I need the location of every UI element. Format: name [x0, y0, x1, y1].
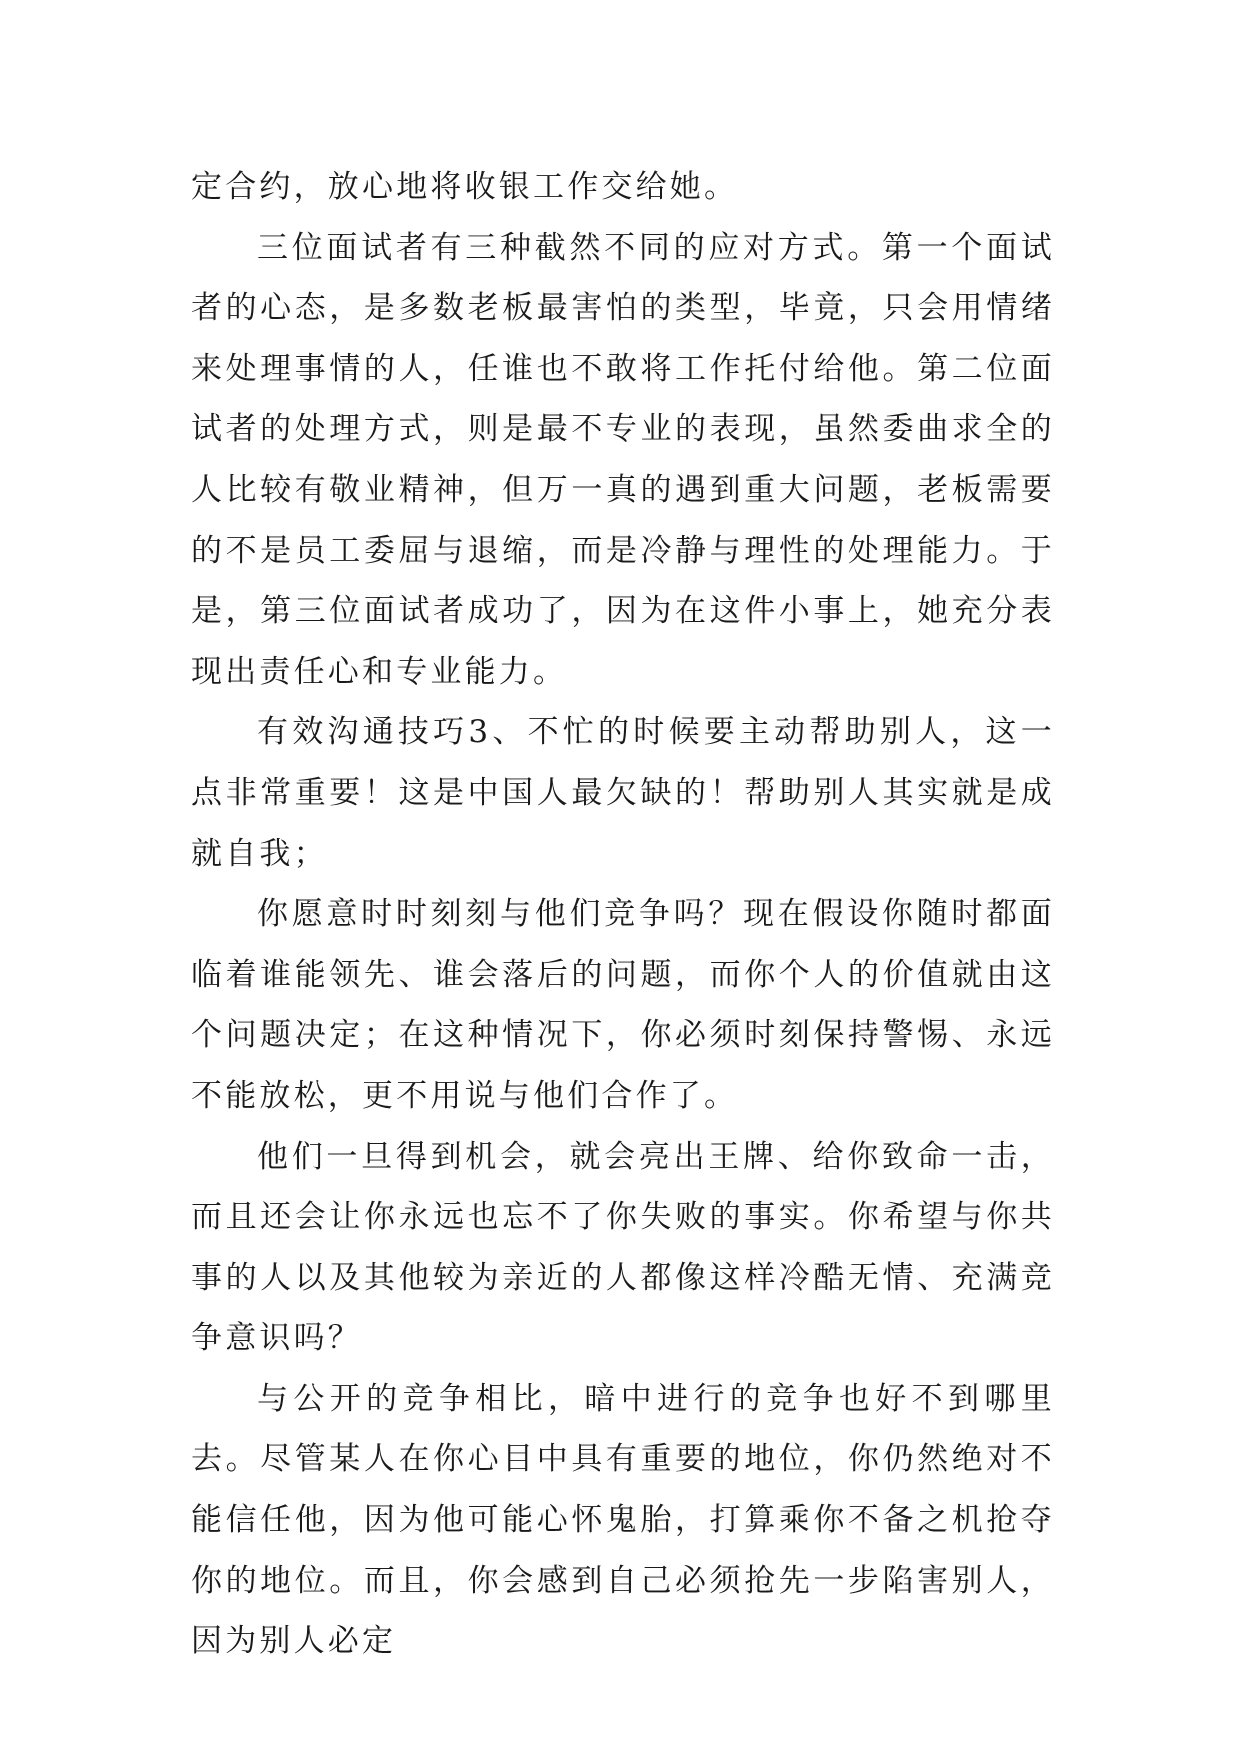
paragraph-interview-analysis: 三位面试者有三种截然不同的应对方式。第一个面试者的心态，是多数老板最害怕的类型，毕竟，只会用情绪来处理事情的人，任谁也不敢将工作托付给他。第二位面试者的处理方式，则是最不专业的表现，虽然委曲求全的人比较有敬业精神，但万一真的遇到重大问题，老板需要的不是员工委屈与退缩，而是冷静与理性的处理能力。于是，第三位面试者成功了，因为在这件小事上，她充分表现出责任心和专业能力。 — [191, 229, 1055, 690]
paragraph-competition-question: 你愿意时时刻刻与他们竞争吗？现在假设你随时都面临着谁能领先、谁会落后的问题，而你个人的价值就由这个问题决定；在这种情况下，你必须时刻保持警惕、永远不能放松，更不用说与他们合作了。 — [191, 896, 1055, 1114]
paragraph-hidden-competition: 与公开的竞争相比，暗中进行的竞争也好不到哪里去。尽管某人在你心目中具有重要的地位，你仍然绝对不能信任他，因为他可能心怀鬼胎，打算乘你不备之机抢夺你的地位。而且，你会感到自己必须抢先一步陷害别人，因为别人必定 — [191, 1380, 1055, 1660]
paragraph-communication-tip-3: 有效沟通技巧3、不忙的时候要主动帮助别人，这一点非常重要！这是中国人最欠缺的！帮助别人其实就是成就自我； — [191, 714, 1055, 872]
paragraph-opponents-opportunity: 他们一旦得到机会，就会亮出王牌、给你致命一击，而且还会让你永远也忘不了你失败的事实。你希望与你共事的人以及其他较为亲近的人都像这样冷酷无情、充满竞争意识吗？ — [191, 1138, 1055, 1357]
paragraph-continuation: 定合约，放心地将收银工作交给她。 — [191, 169, 739, 205]
document-body — [191, 157, 1055, 1672]
